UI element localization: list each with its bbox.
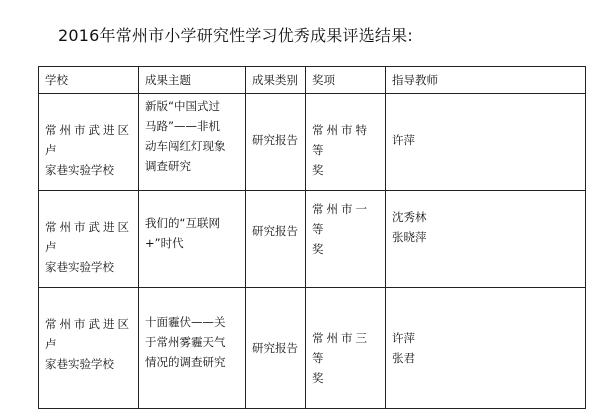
school-line: 家巷实验学校 <box>45 357 114 371</box>
category-cell <box>246 288 306 409</box>
results-table <box>38 66 586 409</box>
category-text: 研究报告 <box>252 133 298 147</box>
topic-cell <box>139 191 246 288</box>
category-cell <box>246 94 306 191</box>
advisor-name: 沈秀林 <box>392 210 427 224</box>
table-row <box>39 191 586 288</box>
category-text: 研究报告 <box>252 341 298 355</box>
header-category: 成果类别 <box>246 67 306 94</box>
header-topic: 成果主题 <box>139 67 246 94</box>
school-line: 常州市武进区卢 <box>45 317 132 351</box>
header-award: 奖项 <box>306 67 386 94</box>
school-cell <box>39 288 139 409</box>
school-line: 家巷实验学校 <box>45 260 114 274</box>
school-line: 常州市武进区卢 <box>45 123 132 157</box>
page-title: 2016年常州市小学研究性学习优秀成果评选结果: <box>58 26 413 45</box>
award-line: 常州市三等 <box>312 331 370 365</box>
category-cell <box>246 191 306 288</box>
topic-line: 情况的调查研究 <box>145 355 226 369</box>
advisor-cell <box>386 288 586 409</box>
header-school: 学校 <box>39 67 139 94</box>
award-line: 奖 <box>312 371 324 385</box>
topic-line: 于常州雾霾天气 <box>145 335 226 349</box>
topic-line: 动车闯红灯现象 <box>145 139 226 153</box>
award-line: 常州市特等 <box>312 123 370 157</box>
table-row <box>39 94 586 191</box>
school-cell <box>39 191 139 288</box>
header-advisor: 指导教师 <box>386 67 586 94</box>
topic-line: 我们的“互联网 <box>145 216 220 230</box>
advisor-cell <box>386 191 586 288</box>
award-cell <box>306 191 386 288</box>
school-cell <box>39 94 139 191</box>
table-header-row <box>39 67 586 94</box>
advisor-name: 许萍 <box>392 133 415 147</box>
category-text: 研究报告 <box>252 224 298 238</box>
school-line: 常州市武进区卢 <box>45 220 132 254</box>
award-line: 常州市一等 <box>312 202 370 236</box>
school-line: 家巷实验学校 <box>45 163 114 177</box>
advisor-name: 许萍 <box>392 331 415 345</box>
topic-line: +”时代 <box>145 236 184 250</box>
award-cell <box>306 94 386 191</box>
advisor-cell <box>386 94 586 191</box>
advisor-name: 张君 <box>392 351 415 365</box>
topic-line: 马路”——非机 <box>145 119 220 133</box>
award-cell <box>306 288 386 409</box>
topic-line: 调查研究 <box>145 159 191 173</box>
topic-cell <box>139 94 246 191</box>
award-line: 奖 <box>312 163 324 177</box>
topic-line: 十面霾伏——关 <box>145 315 226 329</box>
topic-cell <box>139 288 246 409</box>
topic-line: 新版“中国式过 <box>145 99 220 113</box>
advisor-name: 张晓萍 <box>392 230 427 244</box>
award-line: 奖 <box>312 242 324 256</box>
table-row <box>39 288 586 409</box>
